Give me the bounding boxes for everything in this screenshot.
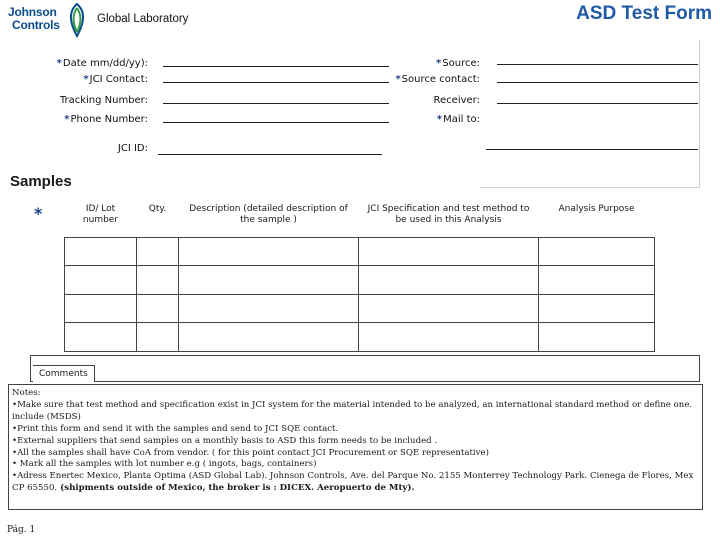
logo-wordmark xyxy=(8,6,60,32)
tracking-number-field[interactable] xyxy=(163,103,389,104)
logo-mark-icon xyxy=(62,2,92,38)
receiver-field[interactable] xyxy=(497,103,698,104)
cell-qty[interactable] xyxy=(137,294,179,323)
notes-section xyxy=(8,384,703,510)
cell-purpose[interactable] xyxy=(539,266,655,295)
cell-specification[interactable] xyxy=(359,323,539,352)
page-number: Pág. 1 xyxy=(7,525,36,535)
cell-purpose[interactable] xyxy=(539,237,655,266)
cell-qty[interactable] xyxy=(137,266,179,295)
comments-label: Comments xyxy=(33,365,95,382)
col-header-specification: JCI Specification and test method to be used in this Analysis xyxy=(367,204,530,225)
samples-header-row xyxy=(65,194,655,237)
logo-line2: Controls xyxy=(12,18,60,32)
cell-description[interactable] xyxy=(179,266,359,295)
mail-to-field[interactable] xyxy=(486,149,698,150)
mail-to-label: *Mail to: xyxy=(436,114,480,125)
lab-title: Global Laboratory xyxy=(97,13,189,25)
source-label: *Source: xyxy=(436,58,480,69)
jci-contact-label: *JCI Contact: xyxy=(83,74,148,85)
note-line: •Make sure that test method and specification exist in JCI system for the material intended to be analyzed, an international standard method or define one. include (MSDS) xyxy=(12,399,693,422)
jci-contact-field[interactable] xyxy=(163,82,389,83)
cell-purpose[interactable] xyxy=(539,323,655,352)
jci-id-label: JCI ID: xyxy=(117,143,148,154)
phone-number-label: *Phone Number: xyxy=(64,114,148,125)
note-address: •Adress Enertec Mexico, Planta Optima (ASD Global Lab). Johnson Controls, Ave. del Parque No. 2155 Monterrey Technology Park. Cienega de Flores, Mex CP 65550. (shipments outside of Mexico, the broker is : DICEX. Aeropuerto de Mty). xyxy=(12,471,694,494)
note-line: •All the samples shall have CoA from vendor. ( for this point contact JCI Procurement or SQE representative) xyxy=(12,447,489,458)
table-row xyxy=(65,237,655,266)
cell-id-lot[interactable] xyxy=(65,266,137,295)
samples-table xyxy=(64,194,655,352)
table-row xyxy=(65,294,655,323)
samples-required-mark: * xyxy=(34,204,43,223)
col-header-id-lot: ID/ Lot number xyxy=(82,204,119,225)
comments-field[interactable] xyxy=(30,355,700,382)
cell-purpose[interactable] xyxy=(539,294,655,323)
col-header-description: Description (detailed description of the sample ) xyxy=(189,204,348,225)
logo-line1: Johnson xyxy=(8,5,57,19)
form-title: ASD Test Form xyxy=(576,3,712,24)
source-field[interactable] xyxy=(497,64,698,65)
samples-title: Samples xyxy=(10,173,72,190)
notes-title: Notes: xyxy=(12,388,41,398)
cell-id-lot[interactable] xyxy=(65,323,137,352)
note-line: •External suppliers that send samples on a monthly basis to ASD this form needs to be included . xyxy=(12,435,438,446)
jci-id-field[interactable] xyxy=(158,154,382,155)
receiver-label: Receiver: xyxy=(433,95,480,106)
col-header-qty: Qty. xyxy=(148,204,167,214)
cell-qty[interactable] xyxy=(137,237,179,266)
cell-specification[interactable] xyxy=(359,266,539,295)
cell-id-lot[interactable] xyxy=(65,294,137,323)
table-row xyxy=(65,266,655,295)
cell-qty[interactable] xyxy=(137,323,179,352)
source-section-border xyxy=(480,40,700,188)
source-contact-label: *Source contact: xyxy=(395,74,480,85)
cell-specification[interactable] xyxy=(359,237,539,266)
tracking-number-label: Tracking Number: xyxy=(59,95,148,106)
col-header-analysis-purpose: Analysis Purpose xyxy=(558,204,635,214)
phone-number-field[interactable] xyxy=(163,122,389,123)
date-label: *Date mm/dd/yy): xyxy=(56,58,148,69)
cell-description[interactable] xyxy=(179,237,359,266)
note-line: • Mark all the samples with lot number e.g ( ingots, bags, containers) xyxy=(12,459,317,470)
table-row xyxy=(65,323,655,352)
company-logo xyxy=(4,2,90,38)
cell-specification[interactable] xyxy=(359,294,539,323)
cell-id-lot[interactable] xyxy=(65,237,137,266)
date-field[interactable] xyxy=(163,66,389,67)
source-contact-field[interactable] xyxy=(497,82,698,83)
cell-description[interactable] xyxy=(179,294,359,323)
note-line: •Print this form and send it with the samples and send to JCI SQE contact. xyxy=(12,423,339,434)
cell-description[interactable] xyxy=(179,323,359,352)
